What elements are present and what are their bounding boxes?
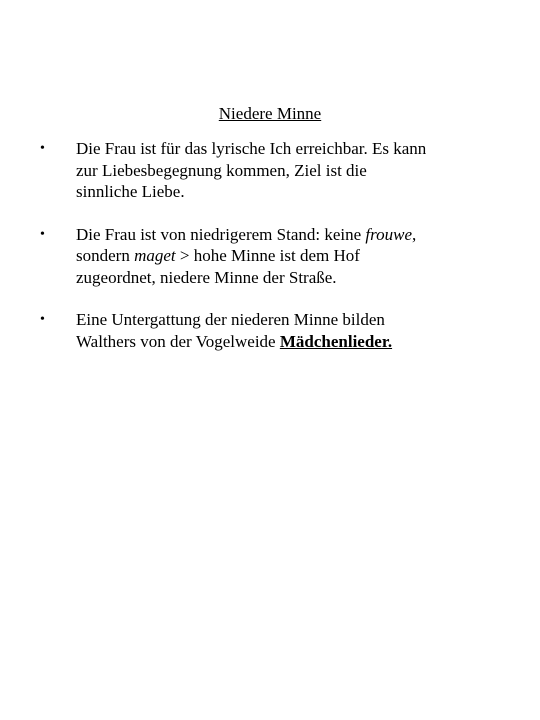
bullet-icon: • bbox=[40, 141, 45, 156]
text-line bbox=[76, 331, 504, 353]
text-line: zugeordnet, niedere Minne der Straße. bbox=[76, 267, 337, 287]
text-line: zur Liebesbegegnung kommen, Ziel ist die bbox=[76, 160, 367, 180]
bullet-icon: • bbox=[40, 226, 45, 242]
list-item-text bbox=[76, 138, 504, 203]
text-line: sinnliche Liebe. bbox=[76, 182, 185, 201]
emphasized-term: maget bbox=[134, 246, 176, 265]
text-segment: , bbox=[412, 224, 417, 244]
text-segment: > hohe Minne ist dem Hof bbox=[175, 246, 360, 265]
bullet-icon: • bbox=[40, 312, 45, 327]
text-line: Die Frau ist für das lyrische Ich erreichbar. Es kann bbox=[76, 139, 427, 158]
list-item bbox=[34, 138, 504, 203]
text-line bbox=[76, 224, 504, 246]
text-segment: sondern bbox=[76, 246, 135, 265]
text-segment: Die Frau ist von niedrigerem Stand: keine bbox=[76, 224, 366, 244]
bullet-list bbox=[34, 138, 504, 373]
text-line bbox=[76, 245, 504, 267]
list-item bbox=[34, 224, 504, 289]
list-item-text bbox=[76, 309, 504, 352]
emphasized-term: frouwe bbox=[365, 224, 413, 244]
list-item bbox=[34, 309, 504, 352]
highlighted-term: Mädchenlieder. bbox=[279, 331, 393, 351]
text-segment: Walthers von der Vogelweide bbox=[76, 331, 280, 351]
text-line: Eine Untergattung der niederen Minne bilden bbox=[76, 310, 385, 329]
page-title: Niedere Minne bbox=[218, 104, 322, 123]
list-item-text bbox=[76, 224, 504, 289]
